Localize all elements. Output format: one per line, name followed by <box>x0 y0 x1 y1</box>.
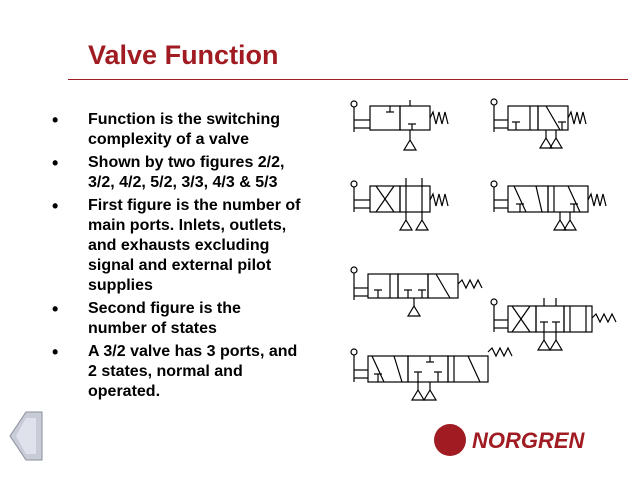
bullet-text: Second figure is the number of states <box>88 300 241 337</box>
bullet-text: Function is the switching complexity of a valve <box>88 111 280 148</box>
bullet-list <box>40 110 330 405</box>
valve-2-2-symbol <box>351 100 448 150</box>
norgren-logo <box>432 420 622 460</box>
bullet-item <box>40 196 330 296</box>
brand-text: NORGREN <box>472 428 585 453</box>
bullet-item <box>40 342 330 402</box>
bullet-text: Shown by two figures 2/2, 3/2, 4/2, 5/2, 3/3, 4/3 & 5/3 <box>88 154 285 191</box>
bullet-item <box>40 153 330 193</box>
valve-3-3-symbol <box>351 267 482 316</box>
valve-5-3-symbol <box>351 348 512 400</box>
valve-3-2-symbol <box>491 99 586 148</box>
valve-5-2-symbol <box>491 181 606 230</box>
bullet-dot: • <box>52 110 59 130</box>
bullet-dot: • <box>52 153 59 173</box>
bullet-dot: • <box>52 342 59 362</box>
bullet-item <box>40 299 330 339</box>
valve-4-2-symbol <box>351 178 448 230</box>
valve-symbols-diagram <box>340 92 630 412</box>
bullet-text: A 3/2 valve has 3 ports, and 2 states, normal and operated. <box>88 343 298 400</box>
bullet-text: First figure is the number of main ports. Inlets, outlets, and exhausts excluding signal and external pilot supplies <box>88 197 301 294</box>
bullet-dot: • <box>52 299 59 319</box>
valve-4-3-symbol <box>491 298 616 350</box>
back-arrow-icon[interactable] <box>6 410 46 462</box>
title-divider <box>68 79 628 80</box>
slide-title: Valve Function <box>88 40 279 70</box>
bullet-dot: • <box>52 196 59 216</box>
bullet-item <box>40 110 330 150</box>
